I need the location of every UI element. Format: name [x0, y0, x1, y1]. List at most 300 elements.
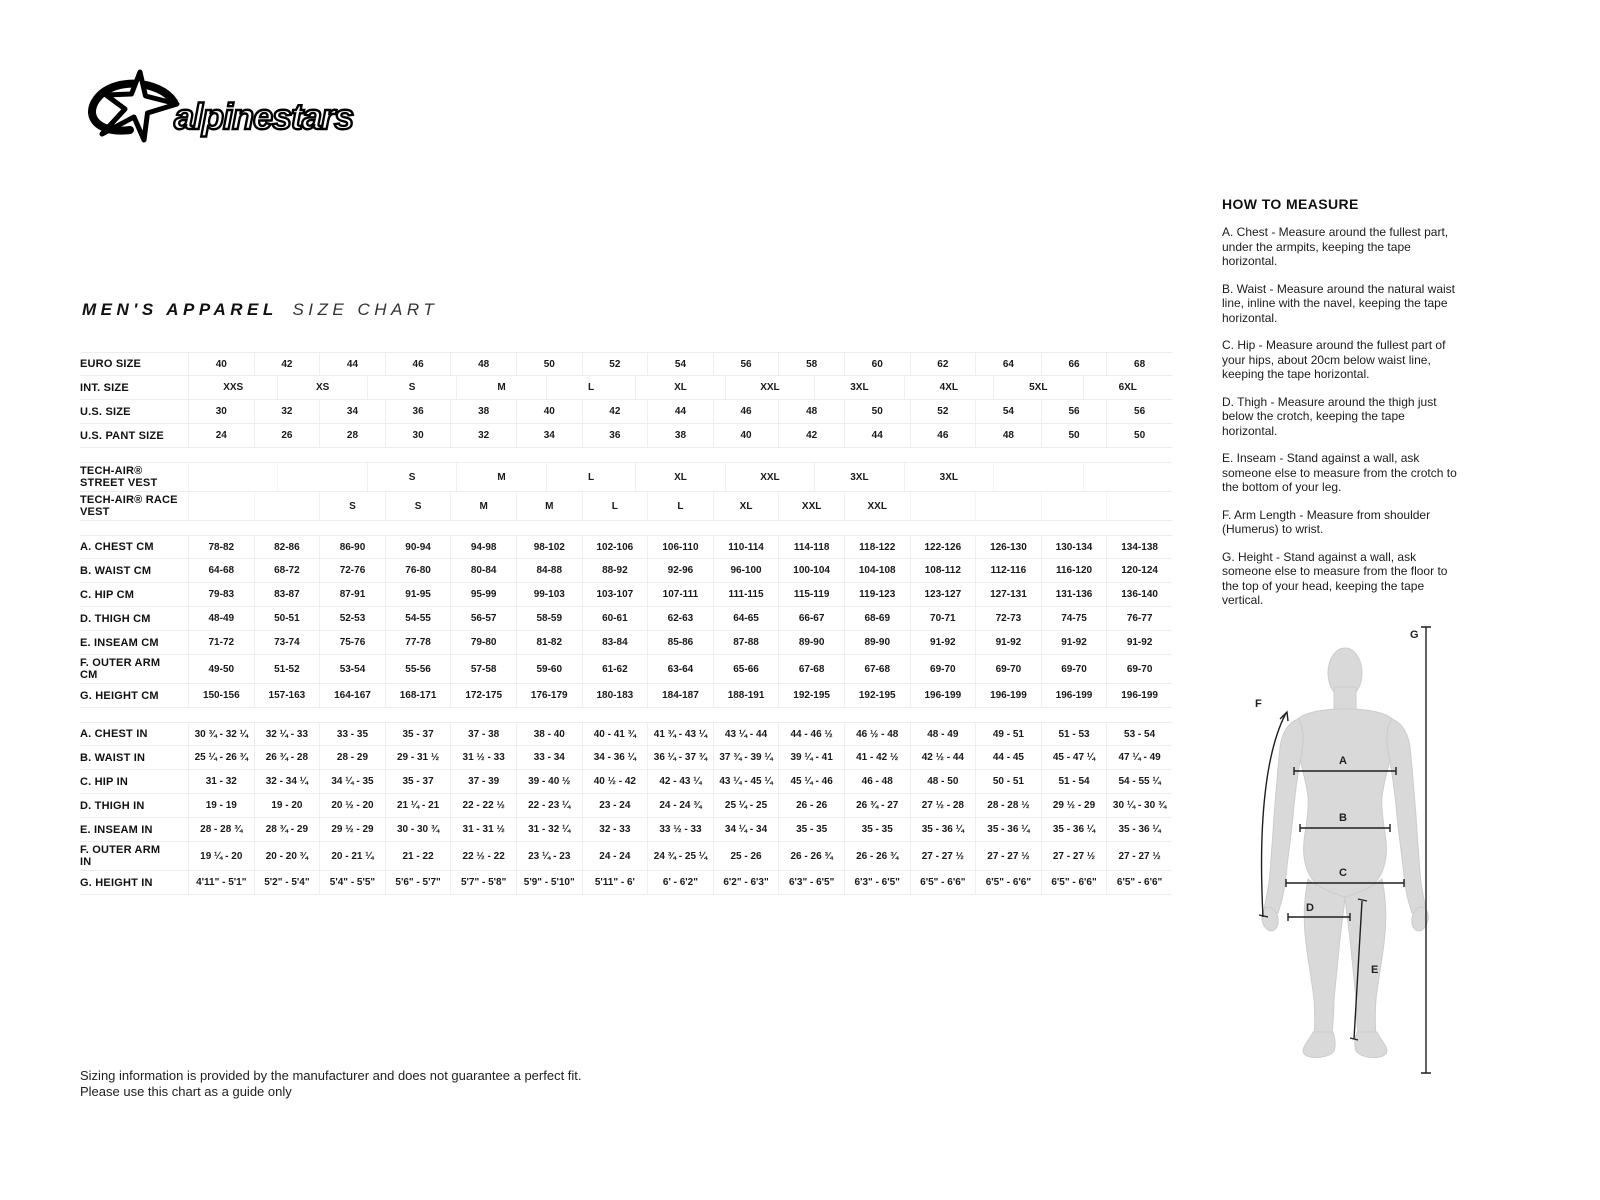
size-cell — [254, 492, 320, 520]
size-cell: 82-86 — [254, 536, 320, 558]
size-cell: 28 - 28 ¾ — [188, 818, 254, 841]
body-measurement-diagram — [1230, 621, 1567, 1083]
size-cell: 37 - 39 — [450, 770, 516, 793]
size-cell: 64-68 — [188, 559, 254, 582]
size-cell: 25 ¼ - 25 — [713, 794, 779, 817]
size-cell: 5'9" - 5'10" — [516, 871, 582, 894]
size-cell: 131-136 — [1041, 583, 1107, 606]
alpinestars-logo — [76, 68, 353, 152]
row-cells — [188, 818, 1172, 841]
size-cell: 130-134 — [1041, 536, 1107, 558]
size-cell: 6XL — [1083, 376, 1172, 399]
size-cell: 38 - 40 — [516, 723, 582, 745]
svg-text:E: E — [1371, 963, 1379, 976]
size-chart-table — [80, 352, 1172, 895]
row-cells — [188, 583, 1172, 606]
size-cell: 69-70 — [975, 655, 1041, 683]
size-cell: 88-92 — [582, 559, 648, 582]
size-cell: 38 — [450, 400, 516, 423]
size-cell: 3XL — [904, 463, 993, 491]
how-to-measure-item: C. Hip - Measure around the fullest part of your hips, about 20cm below waist line, keeping the tape horizontal. — [1222, 338, 1446, 381]
size-cell: 69-70 — [1106, 655, 1172, 683]
row-cells — [188, 723, 1172, 745]
size-cell: 99-103 — [516, 583, 582, 606]
row-label: TECH-AIR® RACE VEST — [80, 494, 178, 518]
size-cell: 35 - 37 — [385, 723, 451, 745]
size-cell: XL — [635, 463, 724, 491]
size-cell: 30 ¼ - 30 ¾ — [1106, 794, 1172, 817]
size-cell: 48 — [778, 400, 844, 423]
size-cell: 31 ½ - 33 — [450, 746, 516, 769]
alpinestars-star-icon — [76, 68, 188, 152]
how-to-measure-item: A. Chest - Measure around the fullest part, under the armpits, keeping the tape horizontal. — [1222, 225, 1449, 268]
size-cell: 39 - 40 ½ — [516, 770, 582, 793]
size-cell: 83-84 — [582, 631, 648, 654]
row-label: G. HEIGHT CM — [80, 689, 159, 702]
size-cell: 164-167 — [319, 684, 385, 707]
size-cell: 43 ¼ - 44 — [713, 723, 779, 745]
size-cell: 34 ¼ - 34 — [713, 818, 779, 841]
size-cell: 21 - 22 — [385, 842, 451, 870]
size-cell: 52-53 — [319, 607, 385, 630]
size-cell: 79-80 — [450, 631, 516, 654]
how-to-measure-item: G. Height - Stand against a wall, ask someone else to measure from the floor to the top of your head, keeping the tape vertical. — [1222, 549, 1448, 607]
size-cell: 38 — [647, 424, 713, 447]
size-cell: 40 — [188, 353, 254, 375]
size-cell: 58 — [778, 353, 844, 375]
row-cells — [188, 492, 1172, 520]
row-label: F. OUTER ARM IN — [80, 844, 161, 868]
row-cells — [188, 424, 1172, 447]
size-cell: XL — [635, 376, 724, 399]
size-cell: 134-138 — [1106, 536, 1172, 558]
size-cell: 72-73 — [975, 607, 1041, 630]
size-cell: 44 — [844, 424, 910, 447]
size-cell: 48 - 50 — [910, 770, 976, 793]
size-cell: XXL — [844, 492, 910, 520]
size-cell: 66 — [1041, 353, 1107, 375]
size-cell: 91-92 — [1106, 631, 1172, 654]
size-cell: M — [456, 463, 545, 491]
size-cell: 44 - 46 ½ — [778, 723, 844, 745]
size-cell: 40 - 41 ¾ — [582, 723, 648, 745]
page-title-primary: MEN'S APPAREL — [82, 300, 278, 319]
size-cell: 52 — [582, 353, 648, 375]
size-cell: 59-60 — [516, 655, 582, 683]
size-cell — [1083, 463, 1172, 491]
size-cell: 34 — [516, 424, 582, 447]
size-cell: 5'11" - 6' — [582, 871, 648, 894]
size-cell: 192-195 — [778, 684, 844, 707]
size-cell: S — [367, 376, 456, 399]
size-cell: 72-76 — [319, 559, 385, 582]
size-cell: 114-118 — [778, 536, 844, 558]
size-cell: 6' - 6'2" — [647, 871, 713, 894]
row-label: INT. SIZE — [80, 381, 129, 394]
size-cell: 127-131 — [975, 583, 1041, 606]
size-cell: 5'6" - 5'7" — [385, 871, 451, 894]
table-row — [80, 842, 1172, 871]
size-cell: 5'4" - 5'5" — [319, 871, 385, 894]
size-cell: 126-130 — [975, 536, 1041, 558]
size-cell: 68 — [1106, 353, 1172, 375]
row-label: G. HEIGHT IN — [80, 876, 153, 889]
size-cell: 100-104 — [778, 559, 844, 582]
size-cell: 103-107 — [582, 583, 648, 606]
size-cell: 35 - 36 ¼ — [1041, 818, 1107, 841]
size-cell: 33 - 35 — [319, 723, 385, 745]
size-cell: 56 — [1041, 400, 1107, 423]
size-cell: 60 — [844, 353, 910, 375]
size-cell: 112-116 — [975, 559, 1041, 582]
size-cell: XXS — [188, 376, 277, 399]
table-row — [80, 559, 1172, 583]
size-cell — [1106, 492, 1172, 520]
size-cell: 90-94 — [385, 536, 451, 558]
row-cells — [188, 463, 1172, 491]
row-cells — [188, 655, 1172, 683]
size-cell — [975, 492, 1041, 520]
size-cell: 34 - 36 ¼ — [582, 746, 648, 769]
size-cell: 24 ¾ - 25 ¼ — [647, 842, 713, 870]
size-cell: 157-163 — [254, 684, 320, 707]
size-cell: 31 - 32 ¼ — [516, 818, 582, 841]
size-cell: 57-58 — [450, 655, 516, 683]
size-cell: 20 - 21 ¼ — [319, 842, 385, 870]
size-cell: 62 — [910, 353, 976, 375]
size-cell: 89-90 — [778, 631, 844, 654]
size-cell: 122-126 — [910, 536, 976, 558]
size-cell: 49-50 — [188, 655, 254, 683]
size-cell: 70-71 — [910, 607, 976, 630]
size-cell: 53-54 — [319, 655, 385, 683]
size-cell: 104-108 — [844, 559, 910, 582]
body-silhouette — [1260, 648, 1431, 1058]
size-cell: 66-67 — [778, 607, 844, 630]
row-cells — [188, 684, 1172, 707]
disclaimer — [80, 1068, 582, 1100]
table-row — [80, 424, 1172, 448]
disclaimer-line-2: Please use this chart as a guide only — [80, 1084, 292, 1099]
size-cell: XXL — [778, 492, 844, 520]
size-cell: 54 - 55 ¼ — [1106, 770, 1172, 793]
size-cell: 23 - 24 — [582, 794, 648, 817]
size-cell — [993, 463, 1082, 491]
size-cell: 67-68 — [844, 655, 910, 683]
size-cell: 35 - 36 ¼ — [910, 818, 976, 841]
size-cell: 41 - 42 ½ — [844, 746, 910, 769]
size-cell: 45 - 47 ¼ — [1041, 746, 1107, 769]
size-cell: 46 ½ - 48 — [844, 723, 910, 745]
size-cell: 26 — [254, 424, 320, 447]
size-cell: 180-183 — [582, 684, 648, 707]
table-row — [80, 352, 1172, 376]
size-cell: 5XL — [993, 376, 1082, 399]
size-cell: 6'5" - 6'6" — [1106, 871, 1172, 894]
table-row — [80, 492, 1172, 521]
size-cell: 48 — [975, 424, 1041, 447]
row-cells — [188, 842, 1172, 870]
size-cell: 64-65 — [713, 607, 779, 630]
size-cell: 26 ¾ - 27 — [844, 794, 910, 817]
size-cell: 52 — [910, 400, 976, 423]
size-cell: 34 ¼ - 35 — [319, 770, 385, 793]
size-cell: 91-95 — [385, 583, 451, 606]
page-title — [82, 300, 438, 320]
size-cell: 60-61 — [582, 607, 648, 630]
size-cell: 119-123 — [844, 583, 910, 606]
size-cell: 87-88 — [713, 631, 779, 654]
table-row — [80, 631, 1172, 655]
size-cell: 34 — [319, 400, 385, 423]
page-title-secondary: SIZE CHART — [292, 300, 439, 319]
size-cell: 26 - 26 ¾ — [844, 842, 910, 870]
size-cell: 25 ¼ - 26 ¾ — [188, 746, 254, 769]
size-cell: XS — [277, 376, 366, 399]
size-cell: 6'2" - 6'3" — [713, 871, 779, 894]
size-cell — [910, 492, 976, 520]
size-cell: 42 ½ - 44 — [910, 746, 976, 769]
size-cell: 3XL — [814, 463, 903, 491]
size-cell: 54 — [975, 400, 1041, 423]
size-cell: 28 ¾ - 29 — [254, 818, 320, 841]
size-cell: 22 - 23 ¼ — [516, 794, 582, 817]
size-cell: 31 - 31 ½ — [450, 818, 516, 841]
how-to-measure-item: B. Waist - Measure around the natural waist line, inline with the navel, keeping the tape horizontal. — [1222, 281, 1455, 325]
how-to-measure-panel — [1222, 196, 1567, 1083]
size-cell: 45 ¼ - 46 — [778, 770, 844, 793]
size-cell: 65-66 — [713, 655, 779, 683]
row-cells — [188, 770, 1172, 793]
size-cell: 108-112 — [910, 559, 976, 582]
size-cell: L — [546, 463, 635, 491]
row-label: EURO SIZE — [80, 358, 142, 370]
size-cell: 27 - 27 ½ — [1041, 842, 1107, 870]
size-cell: S — [367, 463, 456, 491]
size-cell: 67-68 — [778, 655, 844, 683]
size-cell: 188-191 — [713, 684, 779, 707]
row-label: D. THIGH IN — [80, 799, 145, 812]
size-cell: 116-120 — [1041, 559, 1107, 582]
size-cell: 33 - 34 — [516, 746, 582, 769]
size-cell: 21 ¼ - 21 — [385, 794, 451, 817]
size-cell: 4XL — [904, 376, 993, 399]
size-cell: 80-84 — [450, 559, 516, 582]
how-to-measure-item: F. Arm Length - Measure from shoulder (Humerus) to wrist. — [1222, 507, 1431, 536]
size-cell: M — [456, 376, 545, 399]
size-cell: 19 - 20 — [254, 794, 320, 817]
size-cell: 50 — [1106, 424, 1172, 447]
svg-text:B: B — [1339, 811, 1347, 824]
size-cell: 64 — [975, 353, 1041, 375]
size-cell: 42 — [778, 424, 844, 447]
size-cell: 5'2" - 5'4" — [254, 871, 320, 894]
size-cell: 6'3" - 6'5" — [778, 871, 844, 894]
size-cell: 40 — [713, 424, 779, 447]
size-cell: 95-99 — [450, 583, 516, 606]
size-cell: 19 ¼ - 20 — [188, 842, 254, 870]
size-cell: 69-70 — [1041, 655, 1107, 683]
size-cell: 32 ¼ - 33 — [254, 723, 320, 745]
size-cell: 92-96 — [647, 559, 713, 582]
height-measure-line — [1421, 627, 1431, 1073]
size-cell: 30 - 30 ¾ — [385, 818, 451, 841]
size-cell: 150-156 — [188, 684, 254, 707]
size-cell: 78-82 — [188, 536, 254, 558]
size-cell: 42 — [582, 400, 648, 423]
table-row — [80, 376, 1172, 400]
size-cell: 50 — [1041, 424, 1107, 447]
row-label: B. WAIST CM — [80, 564, 152, 577]
size-cell: 91-92 — [975, 631, 1041, 654]
size-cell: 96-100 — [713, 559, 779, 582]
row-label: A. CHEST IN — [80, 728, 148, 740]
size-cell: 76-77 — [1106, 607, 1172, 630]
size-cell: 19 - 19 — [188, 794, 254, 817]
size-cell: 32 — [254, 400, 320, 423]
table-row — [80, 722, 1172, 746]
size-cell: 50 — [844, 400, 910, 423]
size-cell: 28 - 29 — [319, 746, 385, 769]
svg-text:C: C — [1339, 866, 1347, 879]
disclaimer-line-1: Sizing information is provided by the manufacturer and does not guarantee a perfect fit. — [80, 1068, 582, 1083]
size-cell: 76-80 — [385, 559, 451, 582]
size-cell: 81-82 — [516, 631, 582, 654]
size-cell: 71-72 — [188, 631, 254, 654]
size-cell: 49 - 51 — [975, 723, 1041, 745]
size-cell: 30 — [385, 424, 451, 447]
size-cell: 41 ¾ - 43 ¼ — [647, 723, 713, 745]
size-cell: 91-92 — [1041, 631, 1107, 654]
size-cell: 115-119 — [778, 583, 844, 606]
size-cell: 56 — [713, 353, 779, 375]
size-cell: XXL — [725, 463, 814, 491]
size-cell: 33 ½ - 33 — [647, 818, 713, 841]
size-cell: 29 ½ - 29 — [319, 818, 385, 841]
row-cells — [188, 794, 1172, 817]
size-cell: S — [319, 492, 385, 520]
row-cells — [188, 559, 1172, 582]
size-cell: 94-98 — [450, 536, 516, 558]
size-cell: 107-111 — [647, 583, 713, 606]
size-cell: 4'11" - 5'1" — [188, 871, 254, 894]
size-cell — [1041, 492, 1107, 520]
row-cells — [188, 607, 1172, 630]
size-cell: 61-62 — [582, 655, 648, 683]
size-cell: 46 — [385, 353, 451, 375]
table-row — [80, 655, 1172, 684]
size-cell: 22 - 22 ½ — [450, 794, 516, 817]
size-cell: 46 — [713, 400, 779, 423]
size-cell: 168-171 — [385, 684, 451, 707]
size-cell: 69-70 — [910, 655, 976, 683]
size-cell: M — [450, 492, 516, 520]
how-to-measure-item: E. Inseam - Stand against a wall, ask someone else to measure from the crotch to the bottom of your leg. — [1222, 451, 1457, 494]
size-cell: 74-75 — [1041, 607, 1107, 630]
size-cell: 35 - 36 ¼ — [1106, 818, 1172, 841]
size-cell: 111-115 — [713, 583, 779, 606]
size-cell: 47 ¼ - 49 — [1106, 746, 1172, 769]
row-label: C. HIP CM — [80, 588, 135, 601]
size-cell: 63-64 — [647, 655, 713, 683]
size-cell: 25 - 26 — [713, 842, 779, 870]
size-cell: 20 ½ - 20 — [319, 794, 385, 817]
row-label: B. WAIST IN — [80, 751, 146, 764]
size-cell: 68-69 — [844, 607, 910, 630]
table-row — [80, 794, 1172, 818]
size-cell: 68-72 — [254, 559, 320, 582]
size-cell: 28 - 28 ½ — [975, 794, 1041, 817]
size-cell: 54 — [647, 353, 713, 375]
table-row — [80, 818, 1172, 842]
row-label: U.S. PANT SIZE — [80, 429, 164, 442]
size-cell: 196-199 — [1106, 684, 1172, 707]
size-cell: 42 — [254, 353, 320, 375]
size-cell: 39 ¼ - 41 — [778, 746, 844, 769]
size-cell: 56 — [1106, 400, 1172, 423]
size-cell: 29 ½ - 29 — [1041, 794, 1107, 817]
size-cell: 40 ½ - 42 — [582, 770, 648, 793]
size-cell: 77-78 — [385, 631, 451, 654]
size-cell: 51 - 53 — [1041, 723, 1107, 745]
size-cell: L — [582, 492, 648, 520]
size-cell: 26 ¾ - 28 — [254, 746, 320, 769]
size-cell: 136-140 — [1106, 583, 1172, 606]
size-cell: 46 — [910, 424, 976, 447]
size-cell: 32 — [450, 424, 516, 447]
row-cells — [188, 376, 1172, 399]
row-label: D. THIGH CM — [80, 612, 151, 625]
size-cell: 50 — [516, 353, 582, 375]
size-cell: 46 - 48 — [844, 770, 910, 793]
size-cell: 27 - 27 ½ — [975, 842, 1041, 870]
row-label: E. INSEAM IN — [80, 823, 153, 836]
size-cell: 36 — [582, 424, 648, 447]
size-cell: 28 — [319, 424, 385, 447]
size-cell: 35 - 37 — [385, 770, 451, 793]
size-cell — [188, 463, 277, 491]
size-cell: 50-51 — [254, 607, 320, 630]
size-cell: 56-57 — [450, 607, 516, 630]
table-row — [80, 462, 1172, 492]
size-cell: 23 ¼ - 23 — [516, 842, 582, 870]
size-cell: 50 - 51 — [975, 770, 1041, 793]
row-cells — [188, 871, 1172, 894]
svg-text:G: G — [1410, 628, 1419, 641]
size-cell: 106-110 — [647, 536, 713, 558]
size-cell: 37 - 38 — [450, 723, 516, 745]
size-cell: 30 ¾ - 32 ¼ — [188, 723, 254, 745]
table-row — [80, 607, 1172, 631]
size-cell: 44 — [647, 400, 713, 423]
size-cell: 43 ¼ - 45 ¼ — [713, 770, 779, 793]
size-cell: 176-179 — [516, 684, 582, 707]
size-cell: 5'7" - 5'8" — [450, 871, 516, 894]
row-label: U.S. SIZE — [80, 405, 131, 418]
size-cell: 51 - 54 — [1041, 770, 1107, 793]
how-to-measure-item: D. Thigh - Measure around the thigh just below the crotch, keeping the tape horizontal. — [1222, 394, 1437, 438]
size-cell: 36 ¼ - 37 ¾ — [647, 746, 713, 769]
size-cell: L — [647, 492, 713, 520]
size-cell: 22 ½ - 22 — [450, 842, 516, 870]
size-cell: 6'5" - 6'6" — [1041, 871, 1107, 894]
how-to-measure-list — [1222, 225, 1567, 608]
size-cell: 27 ½ - 28 — [910, 794, 976, 817]
size-cell: XL — [713, 492, 779, 520]
size-cell: 53 - 54 — [1106, 723, 1172, 745]
size-cell: 24 - 24 ¾ — [647, 794, 713, 817]
size-cell: 86-90 — [319, 536, 385, 558]
